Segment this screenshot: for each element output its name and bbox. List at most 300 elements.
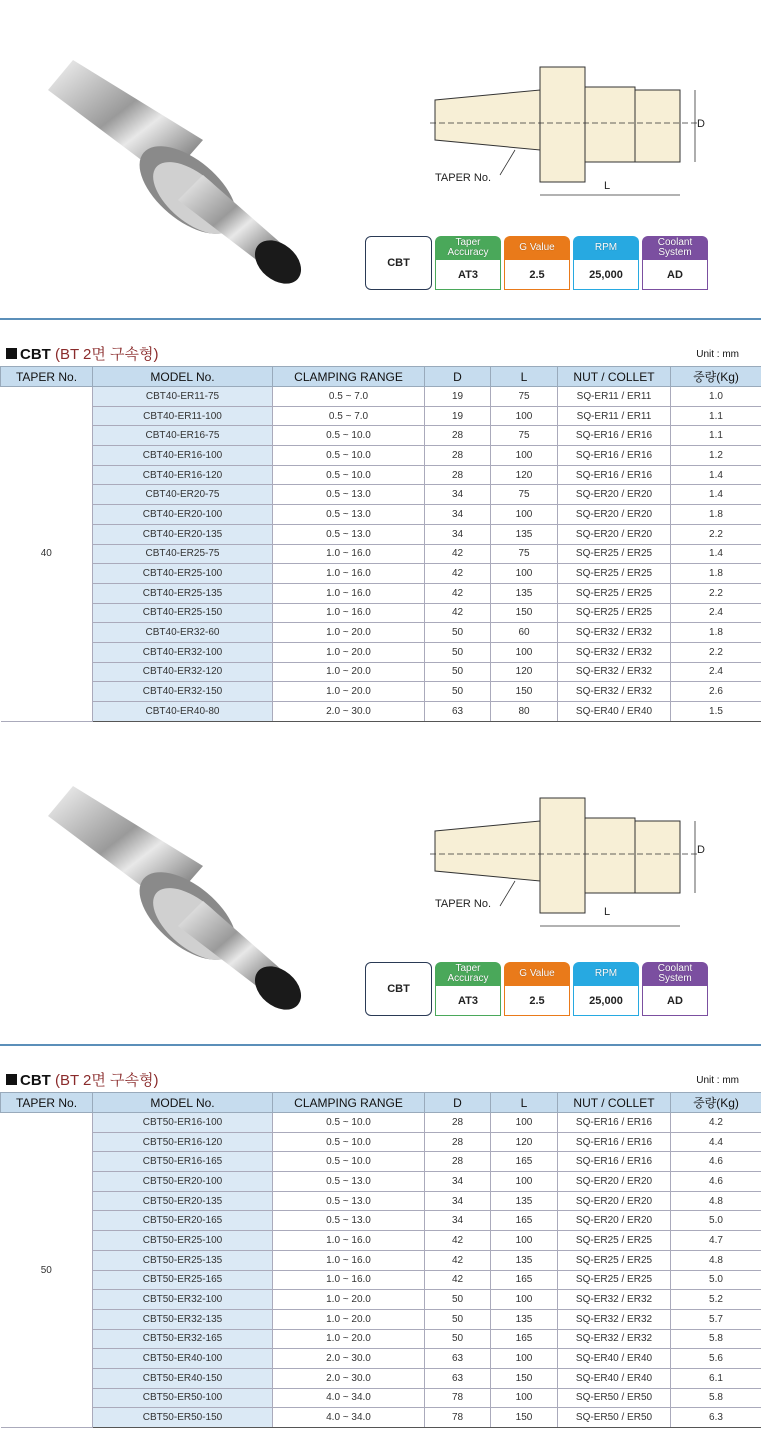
nut-collet-cell: SQ-ER11 / ER11: [558, 406, 671, 426]
clamping-range-cell: 0.5 ~ 13.0: [273, 1172, 425, 1192]
l-cell: 100: [491, 505, 558, 525]
d-cell: 42: [425, 1270, 491, 1290]
model-cell: CBT40-ER20-135: [93, 524, 273, 544]
nut-collet-cell: SQ-ER32 / ER32: [558, 1329, 671, 1349]
taper-no-label: TAPER No.: [435, 172, 492, 184]
table-row: [1, 1172, 761, 1192]
d-cell: 34: [425, 1191, 491, 1211]
badge-head: RPM: [573, 962, 639, 986]
badge-head: Taper Accuracy: [435, 236, 501, 260]
badge-head: RPM: [573, 236, 639, 260]
column-header: L: [491, 367, 558, 387]
table-row: [1, 662, 761, 682]
d-cell: 50: [425, 1309, 491, 1329]
table-row: [1, 1132, 761, 1152]
weight-cell: 4.7: [671, 1231, 761, 1251]
model-cell: CBT40-ER16-120: [93, 465, 273, 485]
badge-g-value: [504, 962, 570, 1016]
bullet-square-icon: [6, 348, 17, 359]
table-row: [1, 406, 761, 426]
taper-no-label: TAPER No.: [435, 898, 492, 910]
l-cell: 165: [491, 1152, 558, 1172]
nut-collet-cell: SQ-ER20 / ER20: [558, 485, 671, 505]
table-row: [1, 1368, 761, 1388]
weight-cell: 2.2: [671, 642, 761, 662]
clamping-range-cell: 0.5 ~ 10.0: [273, 1132, 425, 1152]
table-row: [1, 544, 761, 564]
l-cell: 135: [491, 1250, 558, 1270]
weight-cell: 2.6: [671, 682, 761, 702]
weight-cell: 5.8: [671, 1388, 761, 1408]
weight-cell: 5.8: [671, 1329, 761, 1349]
d-cell: 42: [425, 1231, 491, 1251]
clamping-range-cell: 0.5 ~ 7.0: [273, 387, 425, 407]
l-cell: 135: [491, 524, 558, 544]
model-cell: CBT50-ER25-100: [93, 1231, 273, 1251]
nut-collet-cell: SQ-ER25 / ER25: [558, 1250, 671, 1270]
clamping-range-cell: 2.0 ~ 30.0: [273, 1368, 425, 1388]
nut-collet-cell: SQ-ER16 / ER16: [558, 1113, 671, 1133]
model-cell: CBT40-ER32-100: [93, 642, 273, 662]
nut-collet-cell: SQ-ER20 / ER20: [558, 524, 671, 544]
tool-holder-photo: [28, 30, 318, 290]
model-cell: CBT50-ER32-135: [93, 1309, 273, 1329]
d-cell: 28: [425, 446, 491, 466]
column-header: CLAMPING RANGE: [273, 367, 425, 387]
clamping-range-cell: 0.5 ~ 13.0: [273, 524, 425, 544]
weight-cell: 1.4: [671, 485, 761, 505]
badge-value: 25,000: [573, 260, 639, 290]
clamping-range-cell: 0.5 ~ 10.0: [273, 1113, 425, 1133]
d-cell: 28: [425, 465, 491, 485]
table-row: [1, 702, 761, 722]
l-cell: 100: [491, 1388, 558, 1408]
nut-collet-cell: SQ-ER50 / ER50: [558, 1408, 671, 1428]
clamping-range-cell: 4.0 ~ 34.0: [273, 1388, 425, 1408]
weight-cell: 1.8: [671, 564, 761, 584]
d-cell: 34: [425, 524, 491, 544]
clamping-range-cell: 0.5 ~ 10.0: [273, 426, 425, 446]
badge-head: Taper Accuracy: [435, 962, 501, 986]
badge-value: AD: [642, 260, 708, 290]
model-cell: CBT40-ER25-150: [93, 603, 273, 623]
model-cell: CBT50-ER50-150: [93, 1408, 273, 1428]
d-cell: 42: [425, 564, 491, 584]
l-cell: 80: [491, 702, 558, 722]
weight-cell: 4.8: [671, 1191, 761, 1211]
weight-cell: 2.2: [671, 583, 761, 603]
badge-product-name: CBT: [365, 962, 432, 1016]
clamping-range-cell: 0.5 ~ 10.0: [273, 465, 425, 485]
model-cell: CBT50-ER32-165: [93, 1329, 273, 1349]
l-cell: 100: [491, 406, 558, 426]
d-cell: 42: [425, 603, 491, 623]
l-cell: 100: [491, 1349, 558, 1369]
weight-cell: 1.1: [671, 426, 761, 446]
l-cell: 100: [491, 642, 558, 662]
l-cell: 120: [491, 1132, 558, 1152]
d-cell: 50: [425, 682, 491, 702]
title-korean: (BT 2면 구속형): [55, 346, 159, 363]
weight-cell: 1.0: [671, 387, 761, 407]
d-cell: 34: [425, 1172, 491, 1192]
model-cell: CBT50-ER20-165: [93, 1211, 273, 1231]
badge-value: 25,000: [573, 986, 639, 1016]
l-cell: 150: [491, 1368, 558, 1388]
model-cell: CBT40-ER25-100: [93, 564, 273, 584]
badge-rpm: [573, 236, 639, 290]
weight-cell: 5.0: [671, 1270, 761, 1290]
model-cell: CBT50-ER20-135: [93, 1191, 273, 1211]
table-row: [1, 1408, 761, 1428]
nut-collet-cell: SQ-ER20 / ER20: [558, 1172, 671, 1192]
model-cell: CBT40-ER32-150: [93, 682, 273, 702]
clamping-range-cell: 1.0 ~ 20.0: [273, 662, 425, 682]
taper-cell: 50: [1, 1113, 93, 1428]
badge-value: AT3: [435, 986, 501, 1016]
clamping-range-cell: 2.0 ~ 30.0: [273, 702, 425, 722]
divider: [0, 318, 761, 320]
dimension-d-label: D: [697, 844, 705, 856]
weight-cell: 4.4: [671, 1132, 761, 1152]
d-cell: 78: [425, 1408, 491, 1428]
model-cell: CBT40-ER16-100: [93, 446, 273, 466]
table-row: [1, 1211, 761, 1231]
weight-cell: 1.5: [671, 702, 761, 722]
clamping-range-cell: 1.0 ~ 16.0: [273, 1231, 425, 1251]
badge-taper-accuracy: [435, 236, 501, 290]
taper-cell: 40: [1, 387, 93, 722]
table-row: [1, 583, 761, 603]
clamping-range-cell: 0.5 ~ 7.0: [273, 406, 425, 426]
nut-collet-cell: SQ-ER40 / ER40: [558, 1349, 671, 1369]
dimension-l-label: L: [604, 906, 611, 918]
weight-cell: 1.8: [671, 623, 761, 643]
table-row: [1, 1152, 761, 1172]
title-prefix: CBT: [20, 1072, 51, 1089]
badge-value: 2.5: [504, 260, 570, 290]
clamping-range-cell: 1.0 ~ 16.0: [273, 564, 425, 584]
column-header: MODEL No.: [93, 367, 273, 387]
weight-cell: 4.2: [671, 1113, 761, 1133]
table-row: [1, 642, 761, 662]
badge-coolant-system: [642, 236, 708, 290]
d-cell: 28: [425, 426, 491, 446]
model-cell: CBT40-ER16-75: [93, 426, 273, 446]
spec-badges: [365, 236, 708, 290]
badge-value: AD: [642, 986, 708, 1016]
d-cell: 34: [425, 1211, 491, 1231]
l-cell: 165: [491, 1329, 558, 1349]
l-cell: 100: [491, 564, 558, 584]
nut-collet-cell: SQ-ER32 / ER32: [558, 682, 671, 702]
l-cell: 75: [491, 485, 558, 505]
table-row: [1, 524, 761, 544]
nut-collet-cell: SQ-ER25 / ER25: [558, 1270, 671, 1290]
d-cell: 28: [425, 1132, 491, 1152]
l-cell: 120: [491, 662, 558, 682]
model-cell: CBT50-ER25-165: [93, 1270, 273, 1290]
table-row: [1, 426, 761, 446]
tool-holder-photo: [28, 756, 318, 1016]
section-cbt50: [0, 726, 761, 1435]
l-cell: 150: [491, 603, 558, 623]
column-header: 중량(Kg): [671, 367, 761, 387]
nut-collet-cell: SQ-ER25 / ER25: [558, 564, 671, 584]
column-header: TAPER No.: [1, 367, 93, 387]
weight-cell: 4.6: [671, 1152, 761, 1172]
l-cell: 75: [491, 544, 558, 564]
table-title: [6, 343, 159, 364]
d-cell: 50: [425, 1329, 491, 1349]
table-row: [1, 623, 761, 643]
nut-collet-cell: SQ-ER20 / ER20: [558, 1191, 671, 1211]
l-cell: 135: [491, 1309, 558, 1329]
table-row: [1, 505, 761, 525]
weight-cell: 4.6: [671, 1172, 761, 1192]
table-row: [1, 682, 761, 702]
l-cell: 75: [491, 426, 558, 446]
model-cell: CBT40-ER20-75: [93, 485, 273, 505]
weight-cell: 5.0: [671, 1211, 761, 1231]
clamping-range-cell: 1.0 ~ 16.0: [273, 583, 425, 603]
clamping-range-cell: 0.5 ~ 13.0: [273, 1211, 425, 1231]
weight-cell: 5.7: [671, 1309, 761, 1329]
table-row: [1, 564, 761, 584]
badge-g-value: [504, 236, 570, 290]
l-cell: 120: [491, 465, 558, 485]
unit-label: Unit : mm: [696, 349, 739, 360]
model-cell: CBT50-ER25-135: [93, 1250, 273, 1270]
l-cell: 100: [491, 1290, 558, 1310]
nut-collet-cell: SQ-ER16 / ER16: [558, 446, 671, 466]
d-cell: 63: [425, 1349, 491, 1369]
weight-cell: 1.2: [671, 446, 761, 466]
l-cell: 150: [491, 682, 558, 702]
table-row: [1, 465, 761, 485]
weight-cell: 1.4: [671, 465, 761, 485]
nut-collet-cell: SQ-ER25 / ER25: [558, 583, 671, 603]
table-row: [1, 1270, 761, 1290]
spec-table: [0, 1092, 761, 1428]
l-cell: 135: [491, 1191, 558, 1211]
dimension-l-label: L: [604, 180, 611, 192]
clamping-range-cell: 1.0 ~ 20.0: [273, 642, 425, 662]
model-cell: CBT40-ER11-100: [93, 406, 273, 426]
clamping-range-cell: 1.0 ~ 20.0: [273, 682, 425, 702]
weight-cell: 4.8: [671, 1250, 761, 1270]
nut-collet-cell: SQ-ER11 / ER11: [558, 387, 671, 407]
model-cell: CBT50-ER20-100: [93, 1172, 273, 1192]
column-header: 중량(Kg): [671, 1093, 761, 1113]
nut-collet-cell: SQ-ER16 / ER16: [558, 1152, 671, 1172]
column-header: NUT / COLLET: [558, 1093, 671, 1113]
clamping-range-cell: 1.0 ~ 20.0: [273, 1329, 425, 1349]
badge-value: 2.5: [504, 986, 570, 1016]
weight-cell: 2.4: [671, 603, 761, 623]
table-row: [1, 1290, 761, 1310]
d-cell: 50: [425, 662, 491, 682]
l-cell: 165: [491, 1211, 558, 1231]
nut-collet-cell: SQ-ER25 / ER25: [558, 544, 671, 564]
clamping-range-cell: 1.0 ~ 16.0: [273, 1270, 425, 1290]
clamping-range-cell: 0.5 ~ 13.0: [273, 1191, 425, 1211]
badge-rpm: [573, 962, 639, 1016]
clamping-range-cell: 1.0 ~ 20.0: [273, 1309, 425, 1329]
l-cell: 150: [491, 1408, 558, 1428]
d-cell: 42: [425, 583, 491, 603]
nut-collet-cell: SQ-ER32 / ER32: [558, 662, 671, 682]
weight-cell: 2.2: [671, 524, 761, 544]
nut-collet-cell: SQ-ER32 / ER32: [558, 623, 671, 643]
column-header: L: [491, 1093, 558, 1113]
d-cell: 42: [425, 1250, 491, 1270]
nut-collet-cell: SQ-ER20 / ER20: [558, 1211, 671, 1231]
l-cell: 135: [491, 583, 558, 603]
l-cell: 100: [491, 1172, 558, 1192]
dimension-d-label: D: [697, 118, 705, 130]
table-row: [1, 446, 761, 466]
nut-collet-cell: SQ-ER50 / ER50: [558, 1388, 671, 1408]
clamping-range-cell: 0.5 ~ 13.0: [273, 505, 425, 525]
nut-collet-cell: SQ-ER20 / ER20: [558, 505, 671, 525]
column-header: D: [425, 1093, 491, 1113]
badge-head: Coolant System: [642, 962, 708, 986]
table-row: [1, 1388, 761, 1408]
model-cell: CBT50-ER32-100: [93, 1290, 273, 1310]
table-row: [1, 1231, 761, 1251]
product-figure-area: [0, 726, 761, 1046]
nut-collet-cell: SQ-ER25 / ER25: [558, 1231, 671, 1251]
spec-table: [0, 366, 761, 722]
model-cell: CBT40-ER25-75: [93, 544, 273, 564]
table-row: [1, 1329, 761, 1349]
l-cell: 165: [491, 1270, 558, 1290]
l-cell: 75: [491, 387, 558, 407]
table-row: [1, 1191, 761, 1211]
table-row: [1, 1250, 761, 1270]
d-cell: 63: [425, 1368, 491, 1388]
model-cell: CBT50-ER40-100: [93, 1349, 273, 1369]
table-row: [1, 387, 761, 407]
weight-cell: 1.4: [671, 544, 761, 564]
table-header-row: [1, 367, 761, 387]
nut-collet-cell: SQ-ER32 / ER32: [558, 1309, 671, 1329]
l-cell: 100: [491, 446, 558, 466]
divider: [0, 1044, 761, 1046]
badge-product-name: CBT: [365, 236, 432, 290]
d-cell: 63: [425, 702, 491, 722]
nut-collet-cell: SQ-ER16 / ER16: [558, 1132, 671, 1152]
clamping-range-cell: 1.0 ~ 16.0: [273, 544, 425, 564]
column-header: MODEL No.: [93, 1093, 273, 1113]
clamping-range-cell: 0.5 ~ 13.0: [273, 485, 425, 505]
title-korean: (BT 2면 구속형): [55, 1072, 159, 1089]
table-row: [1, 1113, 761, 1133]
column-header: NUT / COLLET: [558, 367, 671, 387]
column-header: CLAMPING RANGE: [273, 1093, 425, 1113]
product-figure-area: [0, 0, 761, 320]
weight-cell: 6.3: [671, 1408, 761, 1428]
model-cell: CBT40-ER32-120: [93, 662, 273, 682]
table-header-row: [1, 1093, 761, 1113]
clamping-range-cell: 1.0 ~ 20.0: [273, 1290, 425, 1310]
badge-value: AT3: [435, 260, 501, 290]
nut-collet-cell: SQ-ER16 / ER16: [558, 426, 671, 446]
nut-collet-cell: SQ-ER40 / ER40: [558, 1368, 671, 1388]
clamping-range-cell: 1.0 ~ 16.0: [273, 603, 425, 623]
weight-cell: 1.1: [671, 406, 761, 426]
d-cell: 50: [425, 1290, 491, 1310]
nut-collet-cell: SQ-ER40 / ER40: [558, 702, 671, 722]
model-cell: CBT50-ER16-100: [93, 1113, 273, 1133]
table-row: [1, 485, 761, 505]
clamping-range-cell: 1.0 ~ 16.0: [273, 1250, 425, 1270]
d-cell: 78: [425, 1388, 491, 1408]
clamping-range-cell: 0.5 ~ 10.0: [273, 446, 425, 466]
table-row: [1, 1309, 761, 1329]
clamping-range-cell: 0.5 ~ 10.0: [273, 1152, 425, 1172]
clamping-range-cell: 4.0 ~ 34.0: [273, 1408, 425, 1428]
badge-head: G Value: [504, 962, 570, 986]
l-cell: 100: [491, 1113, 558, 1133]
d-cell: 19: [425, 406, 491, 426]
d-cell: 28: [425, 1152, 491, 1172]
l-cell: 60: [491, 623, 558, 643]
nut-collet-cell: SQ-ER32 / ER32: [558, 1290, 671, 1310]
d-cell: 28: [425, 1113, 491, 1133]
model-cell: CBT50-ER50-100: [93, 1388, 273, 1408]
badge-coolant-system: [642, 962, 708, 1016]
clamping-range-cell: 1.0 ~ 20.0: [273, 623, 425, 643]
d-cell: 50: [425, 642, 491, 662]
weight-cell: 2.4: [671, 662, 761, 682]
d-cell: 34: [425, 505, 491, 525]
technical-drawing: [410, 786, 720, 936]
badge-head: Coolant System: [642, 236, 708, 260]
badge-taper-accuracy: [435, 962, 501, 1016]
table-row: [1, 1349, 761, 1369]
model-cell: CBT40-ER40-80: [93, 702, 273, 722]
column-header: TAPER No.: [1, 1093, 93, 1113]
bullet-square-icon: [6, 1074, 17, 1085]
weight-cell: 6.1: [671, 1368, 761, 1388]
weight-cell: 1.8: [671, 505, 761, 525]
model-cell: CBT50-ER40-150: [93, 1368, 273, 1388]
nut-collet-cell: SQ-ER16 / ER16: [558, 465, 671, 485]
model-cell: CBT40-ER20-100: [93, 505, 273, 525]
model-cell: CBT50-ER16-165: [93, 1152, 273, 1172]
unit-label: Unit : mm: [696, 1075, 739, 1086]
nut-collet-cell: SQ-ER32 / ER32: [558, 642, 671, 662]
model-cell: CBT40-ER11-75: [93, 387, 273, 407]
model-cell: CBT50-ER16-120: [93, 1132, 273, 1152]
d-cell: 19: [425, 387, 491, 407]
table-title: [6, 1069, 159, 1090]
l-cell: 100: [491, 1231, 558, 1251]
model-cell: CBT40-ER32-60: [93, 623, 273, 643]
table-row: [1, 603, 761, 623]
d-cell: 34: [425, 485, 491, 505]
nut-collet-cell: SQ-ER25 / ER25: [558, 603, 671, 623]
weight-cell: 5.6: [671, 1349, 761, 1369]
badge-head: G Value: [504, 236, 570, 260]
spec-badges: [365, 962, 708, 1016]
column-header: D: [425, 367, 491, 387]
title-prefix: CBT: [20, 346, 51, 363]
d-cell: 42: [425, 544, 491, 564]
clamping-range-cell: 2.0 ~ 30.0: [273, 1349, 425, 1369]
